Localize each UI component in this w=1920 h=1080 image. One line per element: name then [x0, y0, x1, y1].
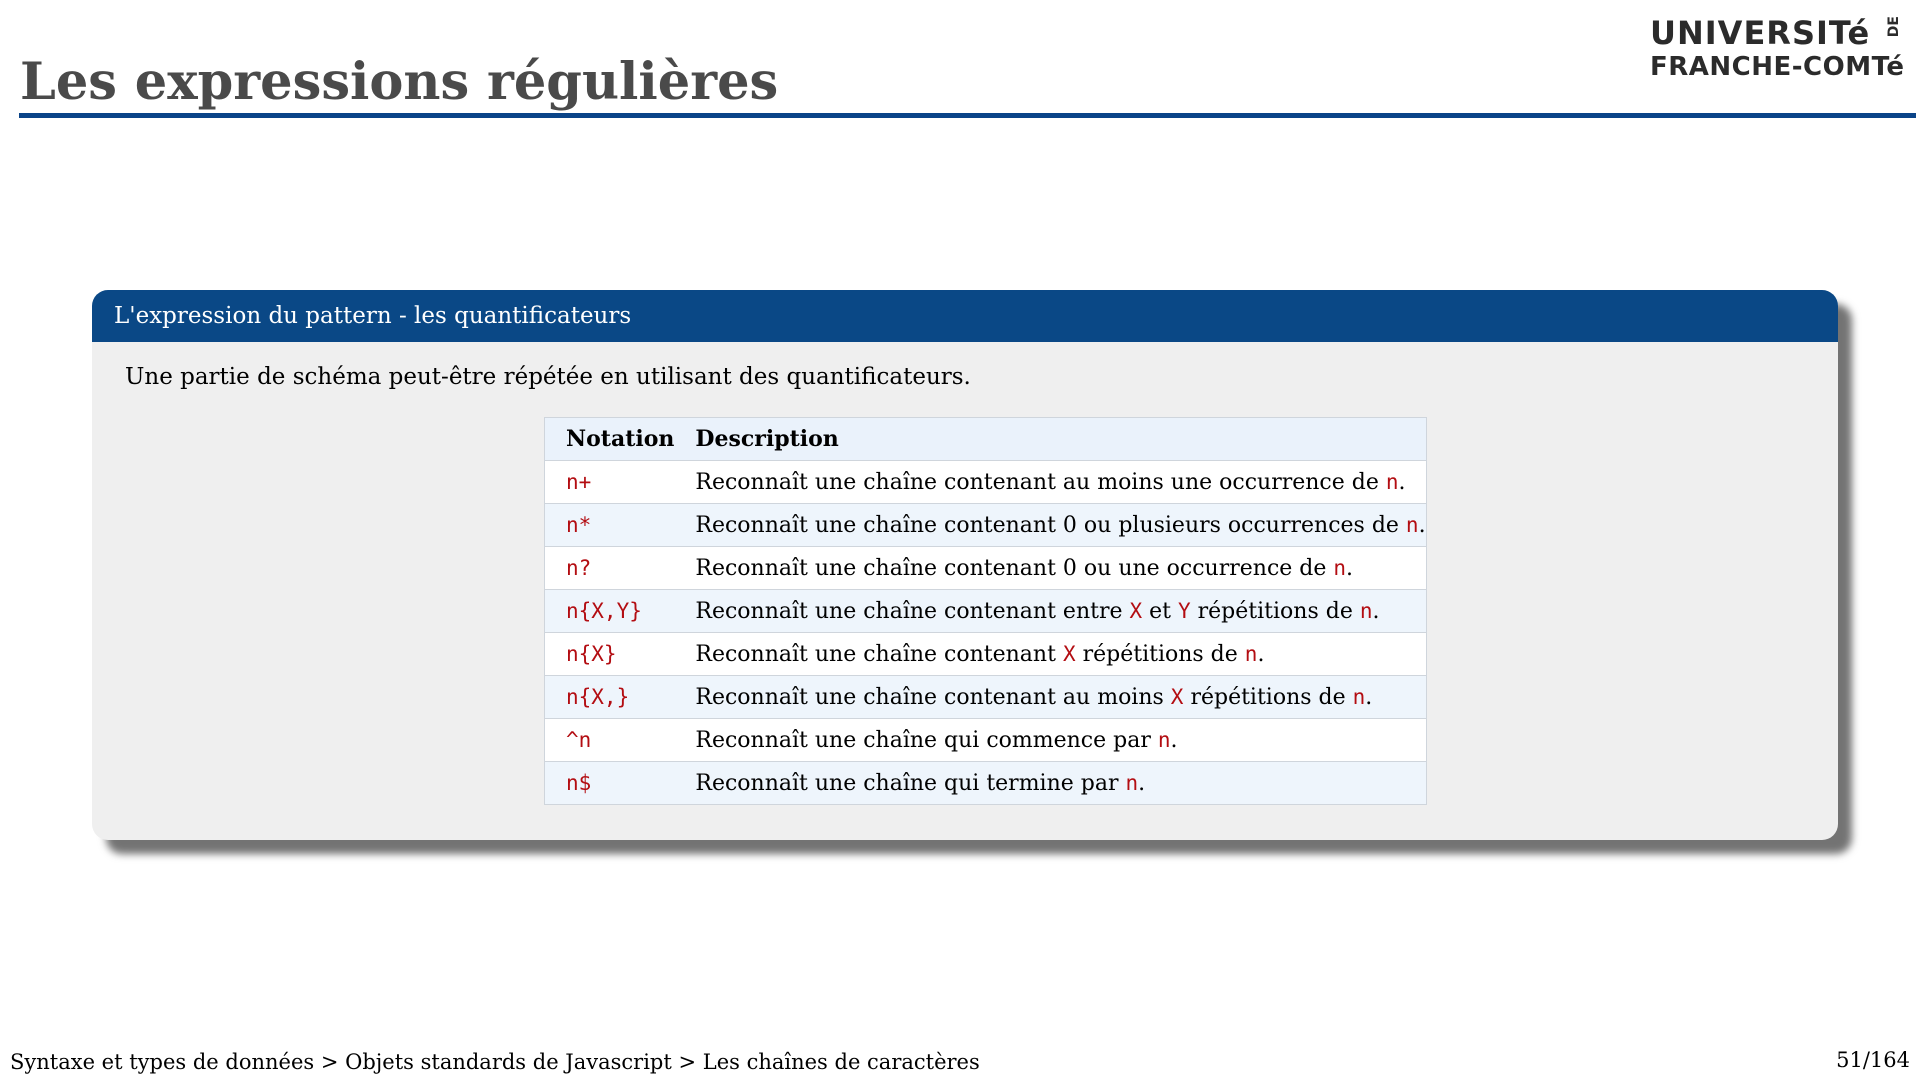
description-text: .: [1372, 598, 1380, 624]
description-text: Reconnaît une chaîne qui termine par: [695, 770, 1126, 796]
description-text: Reconnaît une chaîne contenant: [695, 641, 1063, 667]
table-row: [545, 633, 1427, 676]
inline-code: X: [1129, 598, 1143, 623]
notation-code: ^n: [566, 727, 592, 752]
notation-cell: [545, 590, 675, 633]
description-cell: [674, 590, 1426, 633]
block-intro-text: Une partie de schéma peut-être répétée en utilisant des quantificateurs.: [125, 364, 971, 390]
notation-cell: [545, 762, 675, 805]
table-body: [545, 461, 1427, 805]
quantifiers-table: [544, 417, 1427, 805]
description-text: .: [1398, 469, 1406, 495]
block-title: L'expression du pattern - les quantificateurs: [92, 290, 1838, 342]
description-text: .: [1365, 684, 1373, 710]
inline-code: n: [1385, 469, 1399, 494]
notation-cell: [545, 547, 675, 590]
table-row: [545, 461, 1427, 504]
notation-cell: [545, 676, 675, 719]
footer-breadcrumb: Syntaxe et types de données > Objets standards de Javascript > Les chaînes de caractères: [10, 1050, 980, 1074]
notation-code: n{X,}: [566, 684, 630, 709]
inline-code: X: [1062, 641, 1076, 666]
description-text: répétitions de: [1183, 684, 1353, 710]
notation-cell: [545, 504, 675, 547]
description-cell: [674, 504, 1426, 547]
description-cell: [674, 676, 1426, 719]
notation-code: n{X}: [566, 641, 617, 666]
inline-code: n: [1244, 641, 1258, 666]
notation-code: n$: [566, 770, 592, 795]
description-text: .: [1170, 727, 1178, 753]
description-cell: [674, 719, 1426, 762]
description-text: Reconnaît une chaîne qui commence par: [695, 727, 1158, 753]
table-row: [545, 676, 1427, 719]
inline-code: Y: [1178, 598, 1191, 623]
description-cell: [674, 461, 1426, 504]
title-underline: [19, 113, 1916, 118]
notation-code: n?: [566, 555, 592, 580]
description-text: répétitions de: [1075, 641, 1245, 667]
inline-code: n: [1333, 555, 1347, 580]
description-cell: [674, 547, 1426, 590]
description-text: .: [1346, 555, 1354, 581]
inline-code: n: [1352, 684, 1366, 709]
university-logo: [1650, 14, 1910, 84]
header-description: Description: [674, 418, 1426, 461]
notation-cell: [545, 719, 675, 762]
inline-code: n: [1359, 598, 1373, 623]
page-title: Les expressions régulières: [20, 52, 779, 112]
logo-line-1: UNIVERSITé: [1650, 14, 1871, 52]
header-notation: Notation: [545, 418, 675, 461]
table-row: [545, 719, 1427, 762]
page-number: 51/164: [1836, 1048, 1910, 1072]
notation-cell: [545, 633, 675, 676]
table-header-row: [545, 418, 1427, 461]
inline-code: X: [1170, 684, 1184, 709]
logo-de: DE: [1886, 16, 1902, 38]
inline-code: n: [1125, 770, 1139, 795]
notation-code: n+: [566, 469, 592, 494]
inline-code: n: [1157, 727, 1171, 752]
description-cell: [674, 762, 1426, 805]
description-cell: [674, 633, 1426, 676]
description-text: et: [1142, 598, 1178, 624]
inline-code: n: [1405, 512, 1419, 537]
notation-code: n*: [566, 512, 592, 537]
quantifiers-block: [92, 290, 1838, 840]
table-row: [545, 590, 1427, 633]
description-text: Reconnaît une chaîne contenant au moins: [695, 684, 1171, 710]
table-row: [545, 762, 1427, 805]
table-row: [545, 547, 1427, 590]
description-text: .: [1418, 512, 1426, 538]
notation-code: n{X,Y}: [566, 598, 642, 623]
description-text: Reconnaît une chaîne contenant 0 ou une occurrence de: [695, 555, 1334, 581]
logo-line-2: FRANCHE-COMTé: [1650, 52, 1905, 82]
description-text: Reconnaît une chaîne contenant 0 ou plusieurs occurrences de: [695, 512, 1406, 538]
table-row: [545, 504, 1427, 547]
notation-cell: [545, 461, 675, 504]
description-text: .: [1138, 770, 1146, 796]
description-text: Reconnaît une chaîne contenant au moins une occurrence de: [695, 469, 1386, 495]
description-text: Reconnaît une chaîne contenant entre: [695, 598, 1130, 624]
description-text: .: [1257, 641, 1265, 667]
description-text: répétitions de: [1190, 598, 1360, 624]
